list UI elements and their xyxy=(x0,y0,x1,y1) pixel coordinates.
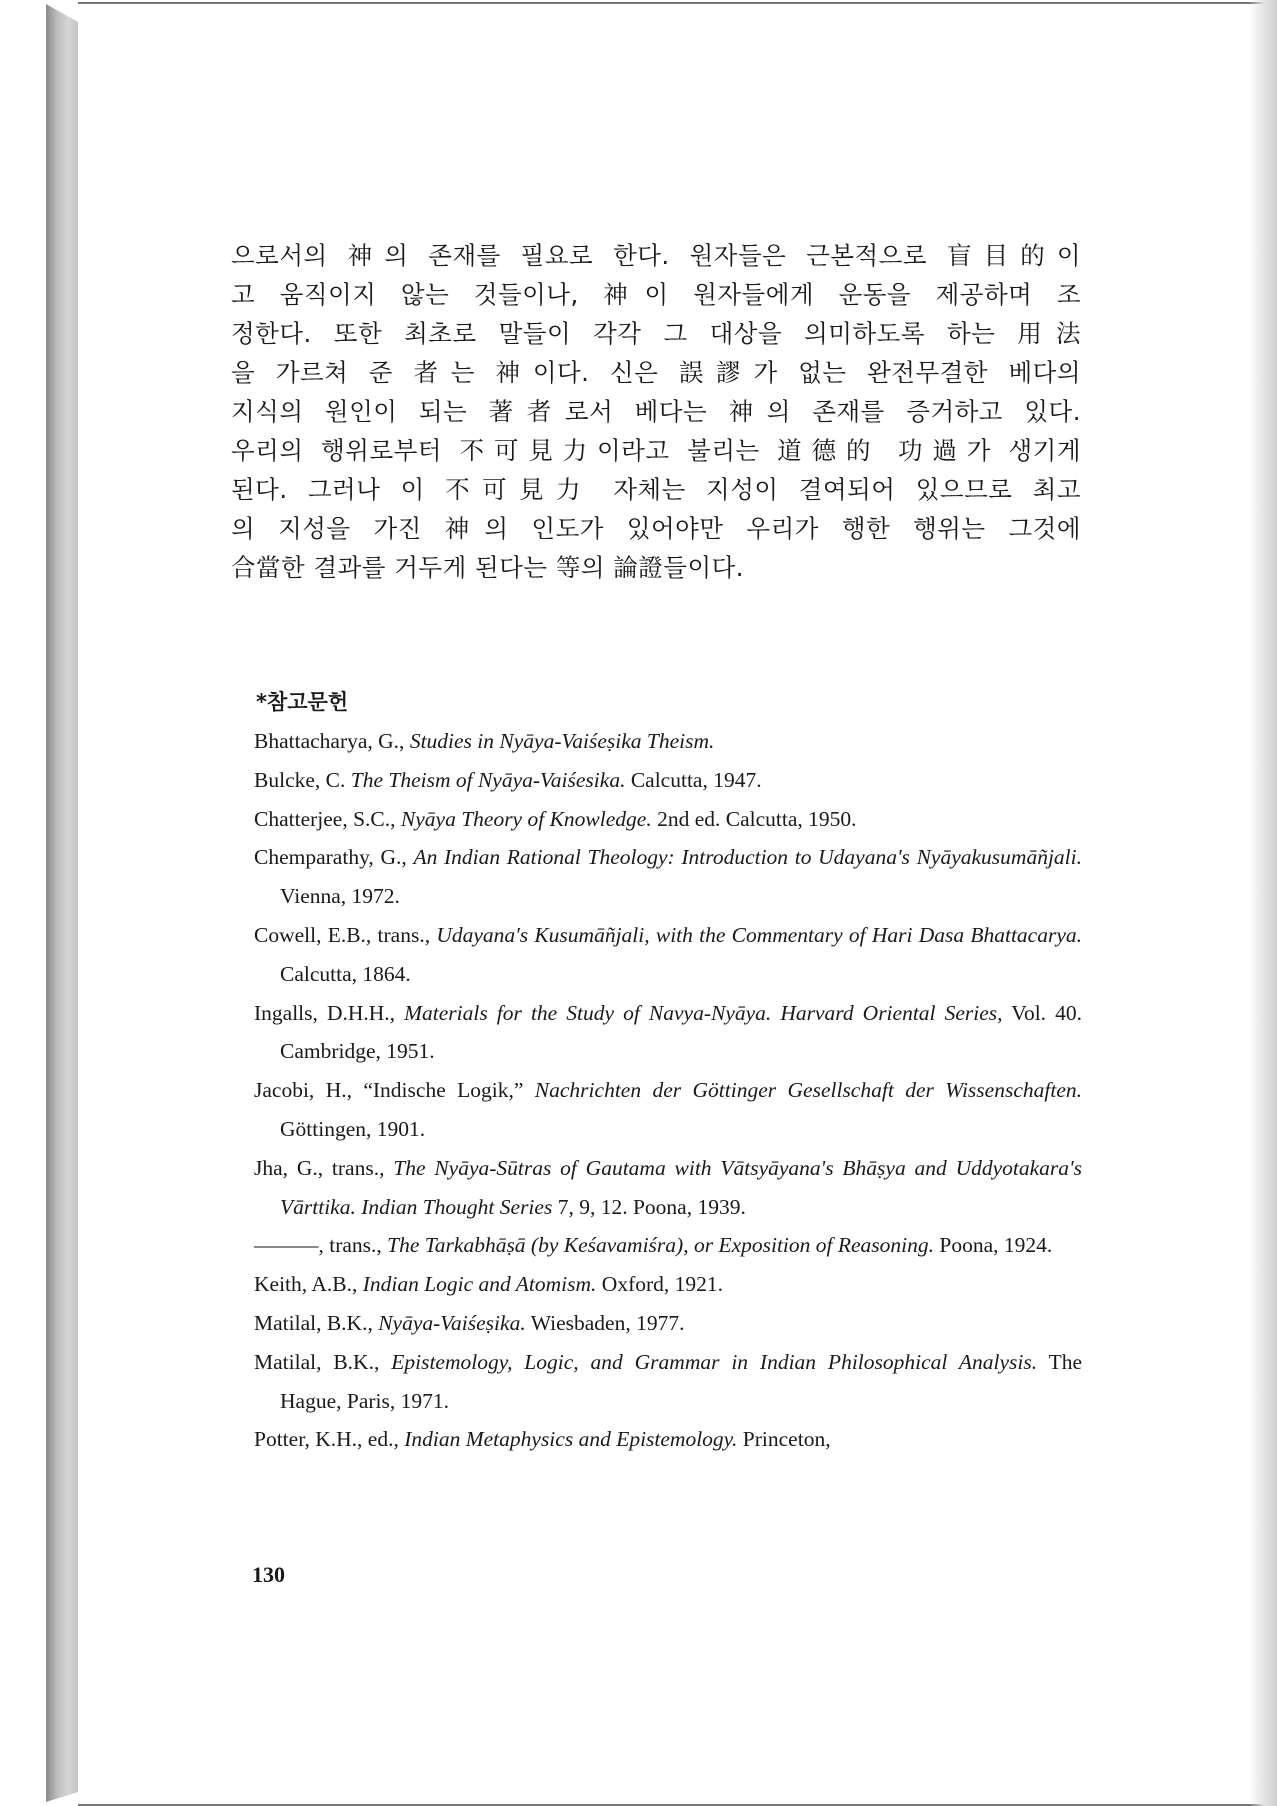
body-line: 의 지성을 가진 神의 인도가 있어야만 우리가 행한 행위는 그것에 xyxy=(231,514,1081,543)
reference-entry xyxy=(254,1071,1082,1149)
reference-publication: Vol. 40. Cambridge, 1951. xyxy=(280,1000,1082,1064)
references-list xyxy=(254,722,1082,1459)
reference-title: Indian Metaphysics and Epistemology. xyxy=(404,1427,738,1452)
body-line: 고 움직이지 않는 것들이나, 神이 원자들에게 운동을 제공하며 조 xyxy=(231,280,1081,309)
reference-publication: The Hague, Paris, 1971. xyxy=(280,1349,1083,1413)
body-line: 을 가르쳐 준 者는 神이다. 신은 誤謬가 없는 완전무결한 베다의 xyxy=(231,358,1081,387)
reference-title: An Indian Rational Theology: Introduction to Udayana's Nyāyakusumāñjali. xyxy=(413,845,1082,870)
reference-title: Nachrichten der Göttinger Gesellschaft der Wissenschaften. xyxy=(534,1078,1082,1103)
reference-publication: 2nd ed. Calcutta, 1950. xyxy=(651,806,857,831)
reference-publication: Calcutta, 1947. xyxy=(625,767,762,792)
reference-title: Studies in Nyāya-Vaiśeṣika Theism. xyxy=(409,729,715,753)
body-line: 合當한 결과를 거두게 된다는 等의 論證들이다. xyxy=(231,553,745,582)
reference-author: Matilal, B.K., xyxy=(254,1349,392,1374)
reference-publication: Vienna, 1972. xyxy=(280,884,400,909)
body-line: 우리의 행위로부터 不可見力이라고 불리는 道德的 功過가 생기게 xyxy=(231,436,1081,465)
reference-entry xyxy=(254,722,1082,761)
reference-author: Keith, A.B., xyxy=(254,1272,363,1297)
reference-title: The Tarkabhāṣā (by Keśavamiśra), or Exposition of Reasoning. xyxy=(387,1233,935,1258)
reference-title: Indian Logic and Atomism. xyxy=(362,1272,597,1297)
body-paragraph xyxy=(231,236,1081,587)
reference-title: The Theism of Nyāya-Vaiśesika. xyxy=(350,767,626,792)
reference-author: Cowell, E.B., trans., xyxy=(254,922,437,947)
page-number: 130 xyxy=(252,1562,285,1587)
reference-author: Chemparathy, G., xyxy=(254,845,414,870)
reference-author: Bhattacharya, G., xyxy=(254,729,410,753)
reference-entry xyxy=(254,761,1082,800)
reference-entry xyxy=(254,1265,1082,1304)
reference-author: ———, trans., xyxy=(254,1233,388,1258)
reference-publication: Poona, 1924. xyxy=(934,1233,1053,1258)
reference-author: Chatterjee, S.C., xyxy=(254,806,401,831)
references-heading: *참고문헌 xyxy=(256,690,349,714)
reference-entry xyxy=(254,916,1082,994)
reference-entry xyxy=(254,1149,1082,1227)
reference-title: Nyāya-Vaiśeṣika. xyxy=(378,1310,526,1335)
reference-author: Ingalls, D.H.H., xyxy=(254,1000,405,1025)
body-line: 된다. 그러나 이 不可見力 자체는 지성이 결여되어 있으므로 최고 xyxy=(231,475,1081,504)
body-line: 정한다. 또한 최초로 말들이 각각 그 대상을 의미하도록 하는 用法 xyxy=(231,319,1081,348)
book-spine xyxy=(46,4,78,1802)
reference-title: Materials for the Study of Navya-Nyāya. Harvard Oriental Series, xyxy=(404,1000,1003,1025)
reference-publication: Göttingen, 1901. xyxy=(280,1116,426,1141)
reference-author: Potter, K.H., ed., xyxy=(254,1427,405,1452)
reference-entry xyxy=(254,800,1082,839)
reference-title: The Nyāya-Sūtras of Gautama with Vātsyāyana's Bhāṣya and Uddyotakara's Vārttika. Indian Thought Series xyxy=(280,1155,1082,1219)
body-line: 지식의 원인이 되는 著者로서 베다는 神의 존재를 증거하고 있다. xyxy=(231,397,1081,426)
reference-title: Nyāya Theory of Knowledge. xyxy=(400,806,652,831)
reference-entry xyxy=(254,1304,1082,1343)
reference-publication: Oxford, 1921. xyxy=(596,1272,724,1297)
reference-entry xyxy=(254,1343,1082,1421)
reference-publication: Wiesbaden, 1977. xyxy=(525,1310,685,1335)
reference-author: Matilal, B.K., xyxy=(254,1310,379,1335)
reference-entry xyxy=(254,838,1082,916)
reference-author: Bulcke, C. xyxy=(254,767,351,792)
reference-title: Epistemology, Logic, and Grammar in Indian Philosophical Analysis. xyxy=(391,1349,1038,1374)
reference-publication: 7, 9, 12. Poona, 1939. xyxy=(552,1194,746,1219)
reference-entry xyxy=(254,1420,1082,1459)
reference-entry xyxy=(254,994,1082,1072)
page-edge-shadow xyxy=(1249,0,1277,1806)
body-line: 으로서의 神의 존재를 필요로 한다. 원자들은 근본적으로 盲目的이 xyxy=(231,241,1081,270)
reference-publication: Princeton, xyxy=(737,1427,831,1452)
reference-entry xyxy=(254,1226,1082,1265)
reference-author: Jacobi, H., “Indische Logik,” xyxy=(254,1078,535,1103)
reference-author: Jha, G., trans., xyxy=(254,1155,394,1180)
reference-publication: Calcutta, 1864. xyxy=(280,961,411,986)
reference-title: Udayana's Kusumāñjali, with the Commentary of Hari Dasa Bhattacarya. xyxy=(436,922,1083,947)
